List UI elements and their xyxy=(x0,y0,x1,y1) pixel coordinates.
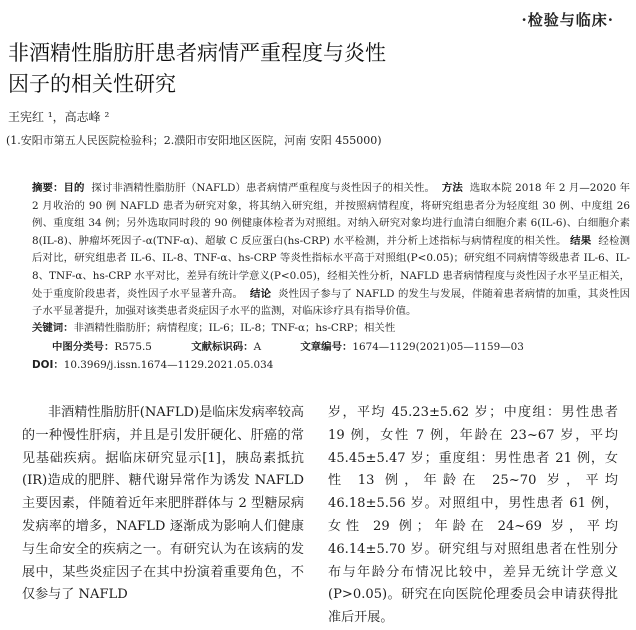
title-line-2: 因子的相关性研究 xyxy=(8,72,176,96)
conclusion-text: 炎性因子参与了 NAFLD 的发生与发展，伴随着患者病情的加重，其炎性因子水平显著提升，加强对该类患者炎症因子水平的监测，对临床诊疗具有指导价值。 xyxy=(32,287,631,318)
affiliation: (1.安阳市第五人民医院检验科；2.濮阳市安阳地区医院，河南 安阳 455000) xyxy=(6,134,382,147)
doi xyxy=(32,356,273,371)
doi-value: 10.3969/j.issn.1674—1129.2021.05.034 xyxy=(63,359,274,371)
keywords xyxy=(32,320,630,337)
result-label: 结果 xyxy=(570,234,592,247)
paper-title xyxy=(8,38,468,100)
article-label: 文章编号： xyxy=(300,341,353,353)
section-tag: ·检验与临床· xyxy=(521,11,614,29)
article-number xyxy=(300,341,541,353)
body-left-text: 非酒精性脂肪肝(NAFLD)是临床发病率较高的一种慢性肝病，并且是引发肝硬化、肝癌的常见基础疾病。据临床研究显示[1]，胰岛素抵抗(IR)造成的肥胖、糖代谢异常作为诱发 NAFLD 主要因素，伴随着近年来肥胖群体与 2 型糖尿病发病率的增多，NAFLD 逐渐成为影响人们健康与生命安全的疾病之一。有研究认为在该病的发展中，某些炎症因子在其中扮演着重要角色，不仅参与了 NAFLD xyxy=(22,405,304,603)
body-column-left xyxy=(22,402,304,607)
authors: 王宪红 ¹，高志峰 ² xyxy=(8,110,110,124)
doc-value: A xyxy=(253,341,262,353)
abstract-label: 摘要： xyxy=(32,182,64,194)
clc-label: 中图分类号： xyxy=(52,341,115,353)
keywords-text: 非酒精性脂肪肝；病情程度；IL-6；IL-8；TNF-α；hs-CRP；相关性 xyxy=(73,322,396,334)
purpose-label: 目的 xyxy=(63,182,85,194)
doc-code xyxy=(191,341,279,353)
article-value: 1674—1129(2021)05—1159—03 xyxy=(352,341,524,353)
conclusion-label: 结论 xyxy=(250,287,272,300)
method-label: 方法 xyxy=(441,182,463,194)
title-line-1: 非酒精性脂肪肝患者病情严重程度与炎性 xyxy=(8,41,386,65)
clc-value: R575.5 xyxy=(114,341,152,353)
method-text: 选取本院 2018 年 2 月—2020 年 2 月收治的 90 例 NAFLD 患者为研究对象，将其纳入研究组，并按照病情程度，将研究组患者分为轻度组 30 例、中度组 26 例、重度组 34 例；另外选取同时段的 90 例健康体检者为对照组。对纳入研究对象均进行血清白细胞介素 6(IL-6)、白细胞介素 8(IL-8)、肿瘤坏死因子-α(TNF-α)、超敏 C 反应蛋白(hs-CRP) 水平检测，并分析上述指标与病情程度的相关性。 xyxy=(32,182,631,247)
purpose-text: 探讨非酒精性脂肪肝（NAFLD）患者病情严重程度与炎性因子的相关性。 xyxy=(91,182,436,194)
meta-row xyxy=(52,338,560,353)
body-column-right: 岁，平均 45.23±5.62 岁；中度组：男性患者 19 例，女性 7 例，年龄在 23~67 岁，平均 45.45±5.47 岁；重度组：男性患者 21 例，女性 13 例，年龄在 25~70 岁，平均 46.18±5.56 岁。对照组中，男性患者 61 例，女性 29 例；年龄在 24~69 岁，平均 46.14±5.70 岁。研究组与对照组患者在性别分布与年龄分布情况比较中，差异无统计学意义 (P>0.05)。研究在向医院伦理委员会申请获得批准后开展。 xyxy=(328,405,618,626)
clc-number xyxy=(52,341,170,353)
result-text: 经检测后对比，研究组患者 IL-6、IL-8、TNF-α、hs-CRP 等炎性指标水平高于对照组(P<0.05)；研究组不同病情等级患者 IL-6、IL-8、TNF-α、hs-CRP 水平对比，差异有统计学意义(P<0.05)，经相关性分析，NAFLD 患者病情程度与炎性因子水平呈正相关，处于重度阶段患者，炎性因子水平显著升高。 xyxy=(32,234,630,300)
keywords-label: 关键词： xyxy=(32,322,74,334)
doc-label: 文献标识码： xyxy=(191,341,254,353)
doi-label: DOI： xyxy=(32,359,64,371)
abstract xyxy=(32,180,630,321)
